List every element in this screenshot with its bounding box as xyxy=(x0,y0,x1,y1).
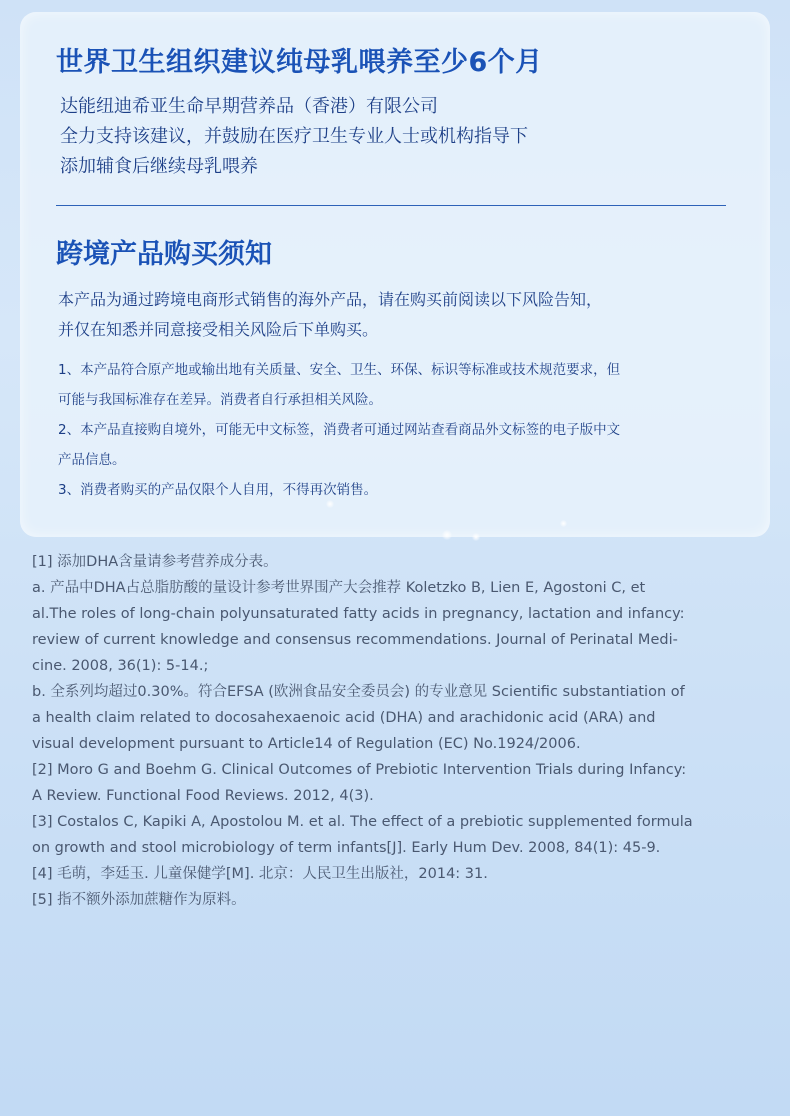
notice-line: 1、本产品符合原产地或输出地有关质量、安全、卫生、环保、标识等标准或技术规范要求，但 xyxy=(58,362,621,378)
lead-line: 本产品为通过跨境电商形式销售的海外产品，请在购买前阅读以下风险告知， xyxy=(58,290,603,309)
references xyxy=(32,549,758,913)
notice-items xyxy=(58,355,620,505)
section-divider xyxy=(56,205,726,206)
reference-line: [5] 指不额外添加蔗糖作为原料。 xyxy=(32,892,246,908)
notice-line: 2、本产品直接购自境外，可能无中文标签，消费者可通过网站查看商品外文标签的电子版中文 xyxy=(58,422,621,438)
reference-line: [4] 毛萌，李廷玉. 儿童保健学[M]. 北京：人民卫生出版社，2014: 31. xyxy=(32,866,488,882)
notice-line: 3、消费者购买的产品仅限个人自用，不得再次销售。 xyxy=(58,482,378,498)
statement-line: 添加辅食后继续母乳喂养 xyxy=(60,156,258,177)
reference-line: review of current knowledge and consensus recommendations. Journal of Perinatal Medi- xyxy=(32,632,678,648)
sparkle-decoration xyxy=(442,530,452,540)
cross-border-notice-title: 跨境产品购买须知 xyxy=(56,239,272,270)
reference-line: a health claim related to docosahexaenoic acid (DHA) and arachidonic acid (ARA) and xyxy=(32,710,656,726)
reference-line: cine. 2008, 36(1): 5-14.; xyxy=(32,658,209,674)
notice-line: 可能与我国标准存在差异。消费者自行承担相关风险。 xyxy=(58,392,382,408)
reference-line: al.The roles of long-chain polyunsaturated fatty acids in pregnancy, lactation and infancy: xyxy=(32,606,685,622)
notice-line: 产品信息。 xyxy=(58,452,126,468)
statement-line: 全力支持该建议，并鼓励在医疗卫生专业人士或机构指导下 xyxy=(60,126,528,147)
reference-line: A Review. Functional Food Reviews. 2012, 4(3). xyxy=(32,788,374,804)
reference-line: a. 产品中DHA占总脂肪酸的量设计参考世界围产大会推荐 Koletzko B, Lien E, Agostoni C, et xyxy=(32,580,646,596)
who-recommendation-title: 世界卫生组织建议纯母乳喂养至少6个月 xyxy=(56,47,543,78)
sparkle-decoration xyxy=(326,500,334,508)
reference-line: visual development pursuant to Article14 of Regulation (EC) No.1924/2006. xyxy=(32,736,581,752)
sparkle-decoration xyxy=(560,520,567,527)
reference-line: [2] Moro G and Boehm G. Clinical Outcomes of Prebiotic Intervention Trials during Infancy: xyxy=(32,762,687,778)
reference-line: [1] 添加DHA含量请参考营养成分表。 xyxy=(32,554,278,570)
reference-line: on growth and stool microbiology of term infants[J]. Early Hum Dev. 2008, 84(1): 45-9. xyxy=(32,840,661,856)
reference-line: b. 全系列均超过0.30%。符合EFSA (欧洲食品安全委员会) 的专业意见 Scientific substantiation of xyxy=(32,684,685,700)
statement-line: 达能纽迪希亚生命早期营养品（香港）有限公司 xyxy=(60,96,438,117)
notice-lead xyxy=(58,285,602,345)
lead-line: 并仅在知悉并同意接受相关风险后下单购买。 xyxy=(58,320,379,339)
who-support-statement xyxy=(60,92,528,182)
sparkle-decoration xyxy=(472,533,480,541)
reference-line: [3] Costalos C, Kapiki A, Apostolou M. et al. The effect of a prebiotic supplemented formula xyxy=(32,814,693,830)
